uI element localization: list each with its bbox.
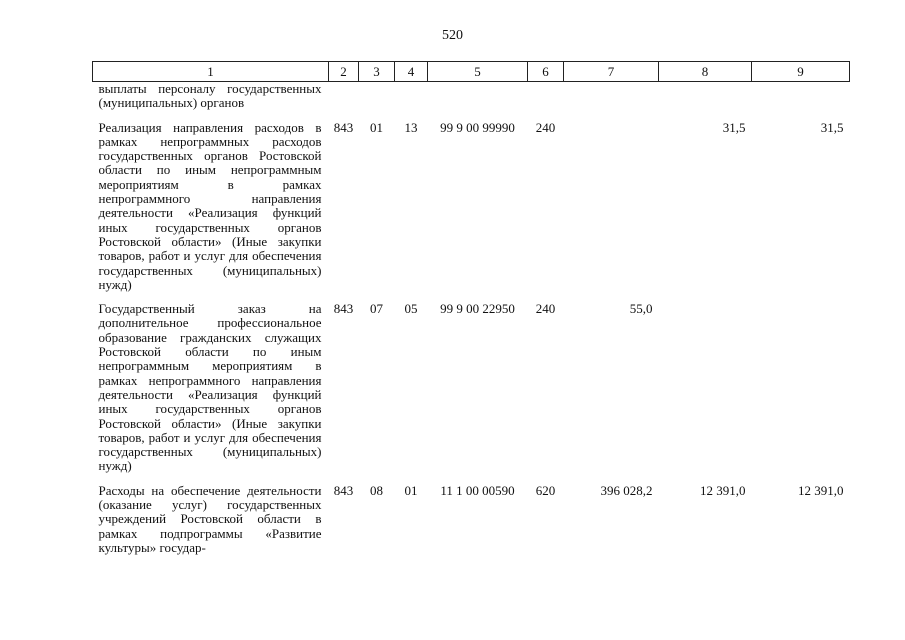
budget-table [92, 61, 850, 557]
row-description: Расходы на обеспечение деятельности (оказание услуг) государственных учреждений Ростовской области в рамках подпрограммы «Развитие культуры» государ- [98, 482, 322, 555]
table-row [93, 476, 850, 557]
cell-ministry-code: 843 [333, 482, 354, 498]
cell-amount-col-8 [659, 82, 752, 113]
cell-subsection: 13 [404, 119, 418, 135]
header-col-6: 6 [528, 62, 564, 82]
cell-ministry-code [329, 82, 359, 113]
cell-amount-col-9: 12 391,0 [798, 482, 844, 498]
cell-target-article: 11 1 00 00590 [440, 482, 515, 498]
cell-amount-col-7: 55,0 [629, 301, 653, 317]
table-body [93, 82, 850, 558]
table-row [93, 82, 850, 113]
header-col-7: 7 [564, 62, 659, 82]
cell-section: 01 [370, 119, 383, 135]
header-col-2: 2 [329, 62, 359, 82]
row-description: Реализация направления расходов в рамках непрограммных расходов государственных органов Ростовской области по иным непрограммным мероприятиям в рамках непрограммного направления деятельности «Реализация функций иных государственных органов Ростовской области» (Иные закупки товаров, работ и услуг для обеспечения государственных (муниципальных) нужд) [98, 119, 322, 292]
header-col-4: 4 [395, 62, 428, 82]
cell-amount-col-7 [564, 113, 659, 295]
cell-target-article: 99 9 00 99990 [440, 119, 515, 135]
cell-section [359, 82, 395, 113]
cell-section: 08 [370, 482, 383, 498]
cell-amount-col-9: 31,5 [820, 119, 844, 135]
cell-amount-col-7: 396 028,2 [600, 482, 653, 498]
table-row [93, 113, 850, 295]
cell-amount-col-9 [752, 82, 850, 113]
header-col-3: 3 [359, 62, 395, 82]
cell-amount-col-8 [659, 294, 752, 476]
cell-section: 07 [370, 301, 383, 317]
header-row [93, 62, 850, 82]
page-number: 520 [442, 28, 463, 43]
cell-target-article: 99 9 00 22950 [440, 301, 515, 317]
cell-expense-type: 240 [535, 119, 556, 135]
cell-subsection [395, 82, 428, 113]
cell-amount-col-8: 12 391,0 [700, 482, 746, 498]
header-col-1: 1 [93, 62, 329, 82]
header-col-8: 8 [659, 62, 752, 82]
cell-amount-col-7 [564, 82, 659, 113]
cell-target-article [428, 82, 528, 113]
cell-amount-col-8: 31,5 [722, 119, 746, 135]
row-description: Государственный заказ на дополнительное профессиональное образование гражданских служащих Ростовской области по иным непрограммным мероприятиям в рамках непрограммного направления деятельности «Реализация функций иных государственных органов Ростовской области» (Иные закупки товаров, работ и услуг для обеспечения государственных (муниципальных) нужд) [98, 301, 322, 474]
header-col-9: 9 [752, 62, 850, 82]
table-header [93, 62, 850, 82]
cell-expense-type: 240 [535, 301, 556, 317]
header-col-5: 5 [428, 62, 528, 82]
cell-expense-type [528, 82, 564, 113]
row-description: выплаты персоналу государственных (муниципальных) органов [98, 81, 322, 111]
cell-ministry-code: 843 [333, 301, 354, 317]
cell-subsection: 01 [404, 482, 418, 498]
cell-subsection: 05 [404, 301, 418, 317]
cell-amount-col-9 [752, 294, 850, 476]
table-row [93, 294, 850, 476]
cell-ministry-code: 843 [333, 119, 354, 135]
cell-expense-type: 620 [535, 482, 556, 498]
